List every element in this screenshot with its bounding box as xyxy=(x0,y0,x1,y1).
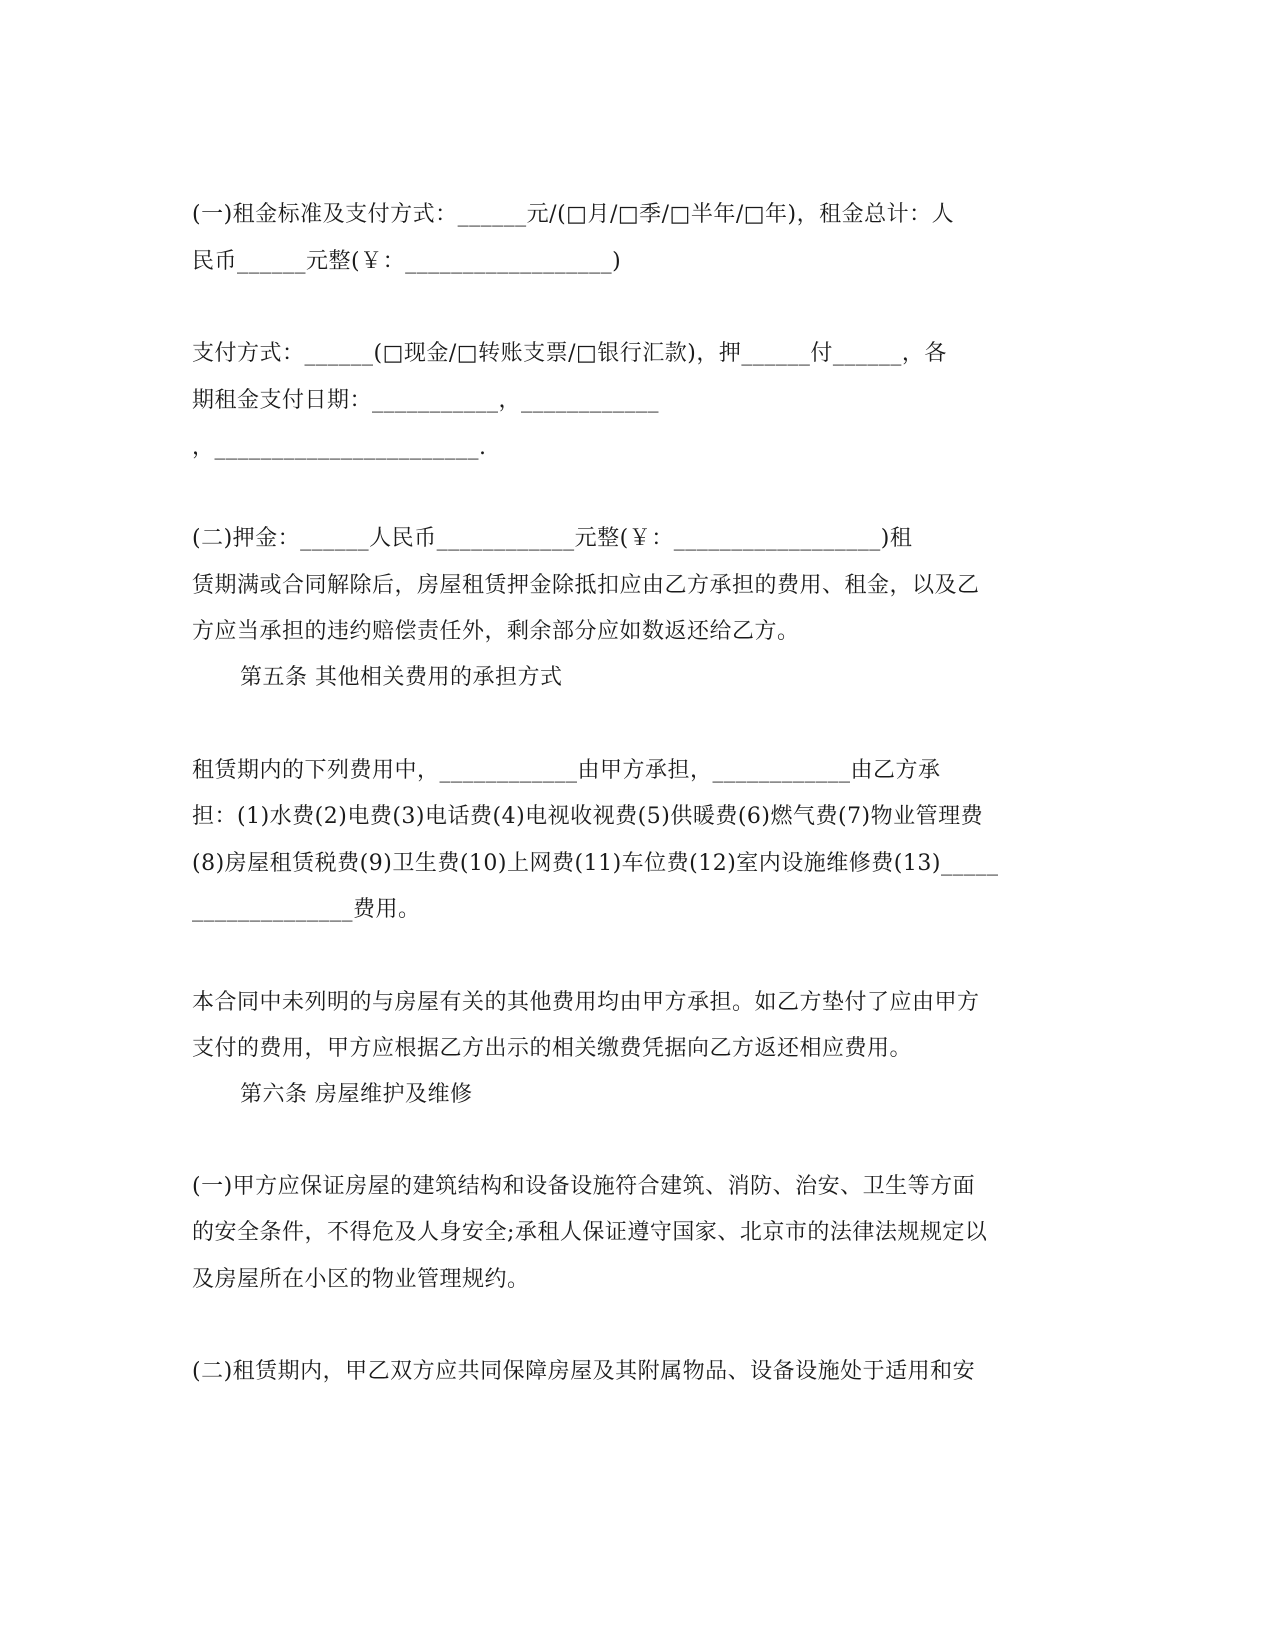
deposit-line-1: (二)押金：______人民币____________元整(￥：__________________)租 xyxy=(192,526,913,551)
article-6-heading: 第六条 房屋维护及维修 xyxy=(240,1082,473,1107)
rent-standard-line-1: (一)租金标准及支付方式：______元/(□月/□季/□半年/□年)，租金总计：人 xyxy=(192,202,955,227)
maintenance-2-line-1: (二)租赁期内，甲乙双方应共同保障房屋及其附属物品、设备设施处于适用和安 xyxy=(192,1359,976,1384)
fees-line-1: 租赁期内的下列费用中，____________由甲方承担，____________由乙方承 xyxy=(192,758,941,783)
payment-method-line-3: ，_______________________. xyxy=(192,435,487,460)
article-5-heading: 第五条 其他相关费用的承担方式 xyxy=(240,665,563,690)
deposit-line-2: 赁期满或合同解除后，房屋租赁押金除抵扣应由乙方承担的费用、租金，以及乙 xyxy=(192,573,980,598)
payment-method-line-1: 支付方式：______(□现金/□转账支票/□银行汇款)，押______付______，各 xyxy=(192,341,947,366)
maintenance-1-line-3: 及房屋所在小区的物业管理规约。 xyxy=(192,1267,530,1292)
deposit-line-3: 方应当承担的违约赔偿责任外，剩余部分应如数返还给乙方。 xyxy=(192,619,800,644)
other-fees-line-2: 支付的费用，甲方应根据乙方出示的相关缴费凭据向乙方返还相应费用。 xyxy=(192,1036,913,1061)
payment-method-line-2: 期租金支付日期：___________，____________ xyxy=(192,388,660,413)
fees-line-2: 担：(1)水费(2)电费(3)电话费(4)电视收视费(5)供暖费(6)燃气费(7)物业管理费 xyxy=(192,804,984,829)
fees-line-3: (8)房屋租赁税费(9)卫生费(10)上网费(11)车位费(12)室内设施维修费(13)_____ xyxy=(192,851,999,876)
maintenance-1-line-1: (一)甲方应保证房屋的建筑结构和设备设施符合建筑、消防、治安、卫生等方面 xyxy=(192,1174,976,1199)
maintenance-1-line-2: 的安全条件，不得危及人身安全;承租人保证遵守国家、北京市的法律法规规定以 xyxy=(192,1220,988,1245)
fees-line-4: ______________费用。 xyxy=(192,897,421,922)
other-fees-line-1: 本合同中未列明的与房屋有关的其他费用均由甲方承担。如乙方垫付了应由甲方 xyxy=(192,990,980,1015)
rent-standard-line-2: 民币______元整(￥：__________________) xyxy=(192,249,622,274)
